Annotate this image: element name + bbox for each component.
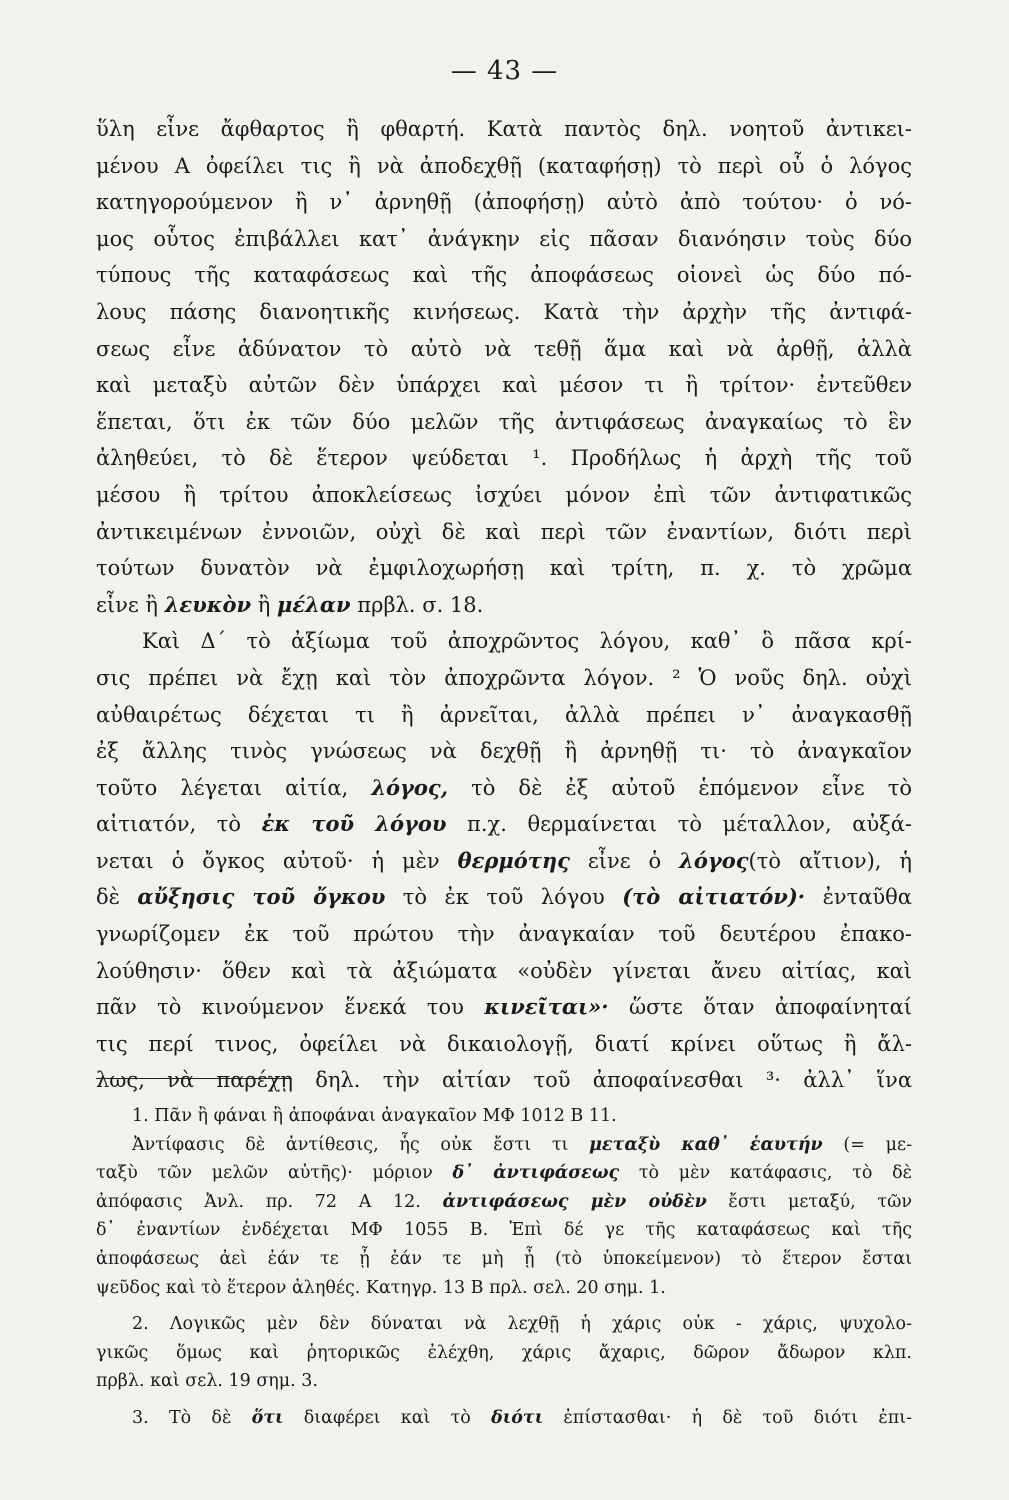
text-fragment: (τὸ αἴτιον), ἡ <box>748 848 913 873</box>
text-line: σεως εἶνε ἀδύνατον τὸ αὐτὸ νὰ τεθῇ ἅμα καὶ νὰ ἀρθῇ, ἀλλὰ <box>96 336 912 361</box>
text-line: ἀντικειμένων ἐννοιῶν, οὐχὶ δὲ καὶ περὶ τῶν ἐναντίων, διότι περὶ <box>96 519 912 544</box>
text-line: μέσου ἢ τρίτου ἀποκλείσεως ἰσχύει μόνον ἐπὶ τῶν ἀντιφατικῶς <box>96 482 912 507</box>
text-fragment: ἔστι μεταξύ, τῶν <box>706 1191 912 1212</box>
text-fragment: τὸ ἐκ τοῦ λόγου <box>385 885 623 910</box>
text-fragment: ἐνταῦθα <box>805 885 912 910</box>
text-line: μος οὗτος ἐπιβάλλει κατ᾿ ἀνάγκην εἰς πᾶσαν διανόησιν τοὺς δύο <box>96 226 912 251</box>
text-fragment: τοῦτο λέγεται αἰτία, <box>96 775 372 800</box>
emphasis: λόγος, <box>371 774 449 800</box>
text-fragment: 3. Τὸ δὲ <box>132 1407 252 1428</box>
text-line: καὶ μεταξὺ αὐτῶν δὲν ὑπάρχει καὶ μέσον τι ἢ τρίτον· ἐντεῦθεν <box>96 373 912 398</box>
text-line: τις περί τινος, ὀφείλει νὰ δικαιολογῇ, διατί κρίνει οὕτως ἢ ἄλ- <box>96 1031 912 1056</box>
text-fragment: τὸ μὲν κατάφασις, τὸ δὲ <box>619 1163 912 1184</box>
text-fragment: ταξὺ τῶν μελῶν αὐτῆς)· μόριον <box>96 1163 453 1184</box>
emphasis: κινεῖται»· <box>484 994 609 1020</box>
text-line: ἐξ ἄλλης τινὸς γνώσεως νὰ δεχθῇ ἢ ἀρνηθῇ τι· τὸ ἀναγκαῖον <box>96 739 912 764</box>
emphasis: αὔξησις τοῦ ὄγκου <box>137 884 386 910</box>
text-fragment: αἰτιατόν, τὸ <box>96 812 262 837</box>
footnote-line: ἀποφάσεως ἀεὶ ἐάν τε ᾖ ἐάν τε μὴ ᾖ (τὸ ὑποκείμενον) τὸ ἕτερον ἔσται <box>96 1248 912 1269</box>
text-fragment: νεται ὁ ὄγκος αὐτοῦ· ἡ μὲν <box>96 848 458 873</box>
text-line: ἀληθεύει, τὸ δὲ ἕτερον ψεύδεται ¹. Προδήλως ἡ ἀρχὴ τῆς τοῦ <box>96 446 912 471</box>
text-fragment: ἐπίστασθαι· ἡ δὲ τοῦ διότι ἐπι- <box>543 1407 912 1428</box>
text-line: Καὶ Δ΄ τὸ ἀξίωμα τοῦ ἀποχρῶντος λόγου, καθ᾿ ὃ πᾶσα κρί- <box>142 629 912 654</box>
footnote-3 <box>96 1404 912 1433</box>
text-line: σις πρέπει νὰ ἔχῃ καὶ τὸν ἀποχρῶντα λόγον. ² Ὁ νοῦς δηλ. οὐχὶ <box>96 665 912 690</box>
main-text <box>96 111 912 1099</box>
page-number: — 43 — <box>450 56 559 86</box>
footnote-1 <box>96 1102 912 1302</box>
text-fragment: ἢ <box>251 592 278 617</box>
text-line <box>96 587 912 624</box>
footnote-divider <box>96 1078 292 1079</box>
emphasis: διότι <box>491 1407 544 1428</box>
text-fragment: ὥστε ὅταν ἀποφαίνηταί <box>608 995 912 1020</box>
text-line <box>96 879 912 916</box>
text-line <box>96 843 912 880</box>
text-line: λούθησιν· ὅθεν καὶ τὰ ἀξιώματα «οὐδὲν γίνεται ἄνευ αἰτίας, καὶ <box>96 958 912 983</box>
text-fragment: Ἀντίφασις δὲ ἀντίθεσις, ἧς οὐκ ἔστι τι <box>132 1134 590 1155</box>
footnote-line: δ᾿ ἐναντίων ἐνδέχεται ΜΦ 1055 Β. Ἐπὶ δέ γε τῆς καταφάσεως καὶ τῆς <box>96 1220 912 1241</box>
footnotes <box>96 1102 912 1433</box>
text-line: αὐθαιρέτως δέχεται τι ἢ ἀρνεῖται, ἀλλὰ πρέπει ν᾿ ἀναγκασθῇ <box>96 702 912 727</box>
text-fragment: πρβλ. σ. 18. <box>350 592 484 617</box>
footnote-line: πρβλ. καὶ σελ. 19 σημ. 3. <box>96 1371 318 1392</box>
text-line: κατηγορούμενον ἢ ν᾿ ἀρνηθῇ (ἀποφήσῃ) αὐτὸ ἀπὸ τούτου· ὁ νό- <box>96 190 912 215</box>
text-line: μένου Α ὀφείλει τις ἢ νὰ ἀποδεχθῇ (καταφήσῃ) τὸ περὶ οὗ ὁ λόγος <box>96 153 912 178</box>
text-line: γνωρίζομεν ἐκ τοῦ πρώτου τὴν ἀναγκαίαν τοῦ δευτέρου ἐπακο- <box>96 922 912 947</box>
text-fragment: εἶνε ἢ <box>96 592 165 617</box>
text-line: ἕπεται, ὅτι ἐκ τῶν δύο μελῶν τῆς ἀντιφάσεως ἀναγκαίως τὸ ἓν <box>96 409 912 434</box>
footnote-line <box>96 1159 912 1188</box>
text-line: λους πάσης διανοητικῆς κινήσεως. Κατὰ τὴν ἀρχὴν τῆς ἀντιφά- <box>96 299 912 324</box>
text-fragment: εἶνε ὁ <box>569 848 680 873</box>
footnote-line <box>96 1188 912 1217</box>
emphasis: μεταξὺ καθ᾿ ἑαυτήν <box>589 1134 823 1155</box>
text-line <box>96 806 912 843</box>
footnote-line: 2. Λογικῶς μὲν δὲν δύναται νὰ λεχθῇ ἡ χάρις οὐκ - χάρις, ψυχολο- <box>132 1314 912 1335</box>
footnote-2 <box>96 1310 912 1396</box>
footnote-line: γικῶς ὅμως καὶ ῥητορικῶς ἐλέχθη, χάρις ἄχαρις, δῶρον ἄδωρον κλπ. <box>96 1342 912 1363</box>
text-line <box>96 770 912 807</box>
text-fragment: πᾶν τὸ κινούμενον ἕνεκά του <box>96 995 485 1020</box>
paragraph-2 <box>96 623 912 1099</box>
emphasis: λόγος <box>679 847 749 873</box>
text-fragment: δὲ <box>96 885 138 910</box>
emphasis: ἀντιφάσεως μὲν οὐδὲν <box>442 1191 707 1212</box>
text-line: λως, νὰ παρέχῃ δηλ. τὴν αἰτίαν τοῦ ἀποφαίνεσθαι ³· ἀλλ᾿ ἵνα <box>96 1068 912 1093</box>
paragraph-1 <box>96 111 912 623</box>
emphasis: ἐκ τοῦ λόγου <box>261 811 447 837</box>
text-line: τύπους τῆς καταφάσεως καὶ τῆς ἀποφάσεως οἱονεὶ ὡς δύο πό- <box>96 263 912 288</box>
footnote-line <box>96 1404 912 1433</box>
text-fragment: ἀπόφασις Ἀνλ. πρ. 72 Α 12. <box>96 1191 443 1212</box>
footnote-line: 1. Πᾶν ἢ φάναι ἢ ἀποφάναι ἀναγκαῖον ΜΦ 1012 Β 11. <box>132 1106 617 1126</box>
text-fragment: διαφέρει καὶ τὸ <box>283 1407 492 1428</box>
emphasis: (τὸ αἰτιατόν)· <box>622 884 806 910</box>
emphasis: λευκὸν <box>164 591 252 617</box>
text-line: τούτων δυνατὸν νὰ ἐμφιλοχωρήσῃ καὶ τρίτη, π. χ. τὸ χρῶμα <box>96 556 912 581</box>
footnote-line: ψεῦδος καὶ τὸ ἕτερον ἀληθές. Κατηγρ. 13 Β πρλ. σελ. 20 σημ. 1. <box>96 1277 666 1298</box>
text-fragment: τὸ δὲ ἐξ αὐτοῦ ἑπόμενον εἶνε τὸ <box>448 775 912 800</box>
emphasis: θερμότης <box>457 847 570 873</box>
emphasis: δ᾿ ἀντιφάσεως <box>452 1163 620 1184</box>
text-fragment: π.χ. θερμαίνεται τὸ μέταλλον, αὐξά- <box>446 812 913 837</box>
text-line: ὕλη εἶνε ἄφθαρτος ἢ φθαρτή. Κατὰ παντὸς δηλ. νοητοῦ ἀντικει- <box>96 117 912 141</box>
emphasis: μέλαν <box>277 591 351 617</box>
text-line <box>96 989 912 1026</box>
text-fragment: (= με- <box>822 1134 912 1155</box>
emphasis: ὅτι <box>251 1407 284 1428</box>
footnote-line <box>96 1131 912 1160</box>
